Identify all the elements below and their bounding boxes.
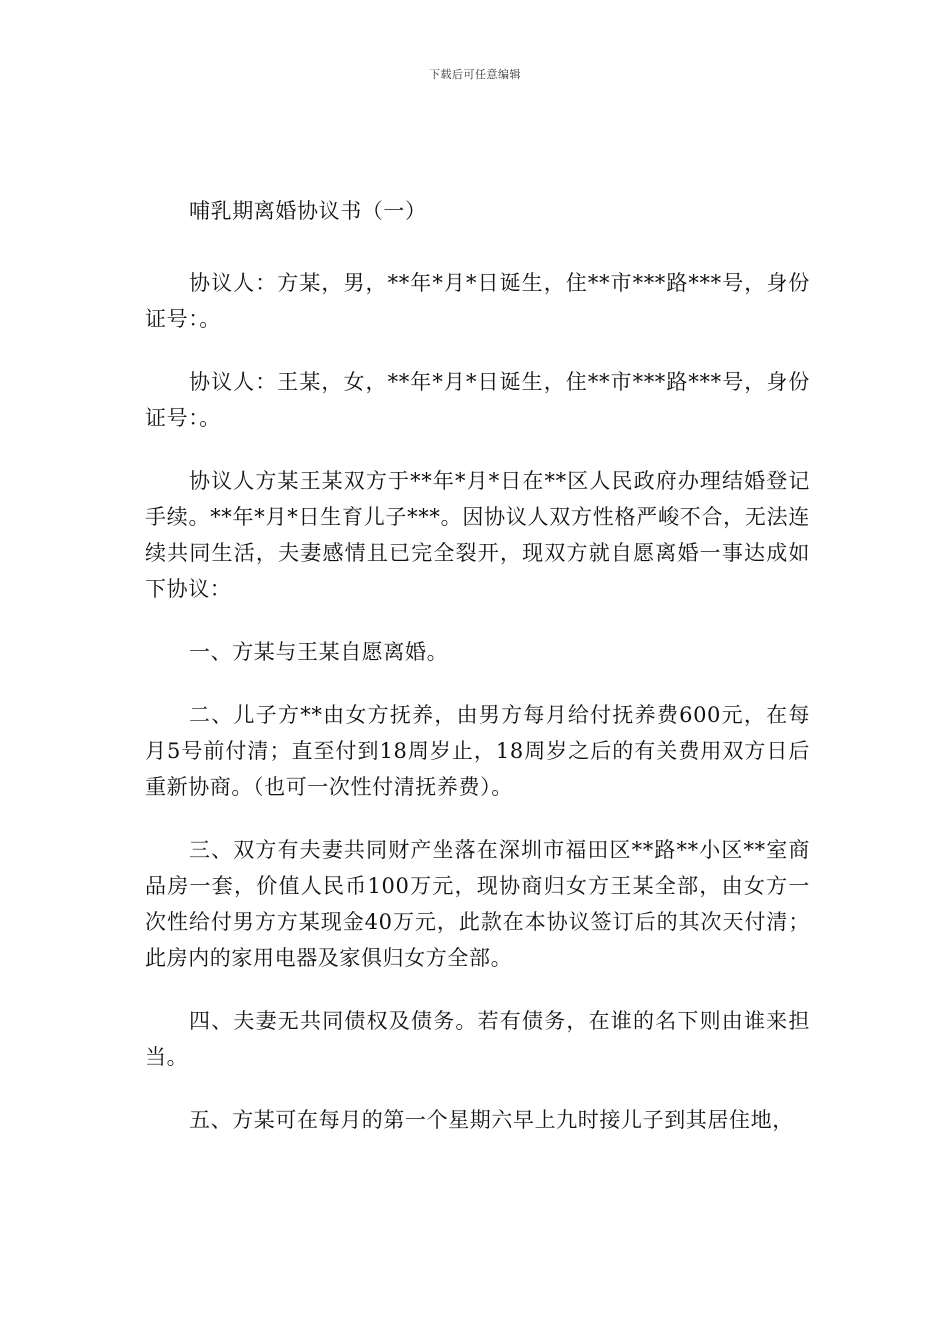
document-title: 哺乳期离婚协议书（一） <box>189 199 427 223</box>
paragraph-clause-2: 二、儿子方**由女方抚养，由男方每月给付抚养费600元，在每月5号前付清；直至付到18周岁止，18周岁之后的有关费用双方日后重新协商。（也可一次性付清抚养费）。 <box>145 703 810 799</box>
paragraph-party-2: 协议人：王某，女，**年*月*日诞生，住**市***路***号，身份证号：。 <box>145 370 810 430</box>
paragraph-clause-1: 一、方某与王某自愿离婚。 <box>189 640 449 664</box>
paragraph-background: 协议人方某王某双方于**年*月*日在**区人民政府办理结婚登记手续。**年*月*日生育儿子***。因协议人双方性格严峻不合，无法连续共同生活，夫妻感情且已完全裂开，现双方就自愿离婚一事达成如下协议： <box>145 469 810 601</box>
document-body <box>145 193 810 1165</box>
paragraph-clause-3: 三、双方有夫妻共同财产坐落在深圳市福田区**路**小区**室商品房一套，价值人民币100万元，现协商归女方王某全部，由女方一次性给付男方方某现金40万元，此款在本协议签订后的其次天付清；此房内的家用电器及家俱归女方全部。 <box>145 838 810 970</box>
paragraph-clause-5: 五、方某可在每月的第一个星期六早上九时接儿子到其居住地， <box>189 1108 794 1132</box>
header-note: 下载后可任意编辑 <box>429 68 521 81</box>
paragraph-clause-4: 四、夫妻无共同债权及债务。若有债务，在谁的名下则由谁来担当。 <box>145 1009 810 1069</box>
paragraph-party-1: 协议人：方某，男，**年*月*日诞生，住**市***路***号，身份证号：。 <box>145 271 810 331</box>
